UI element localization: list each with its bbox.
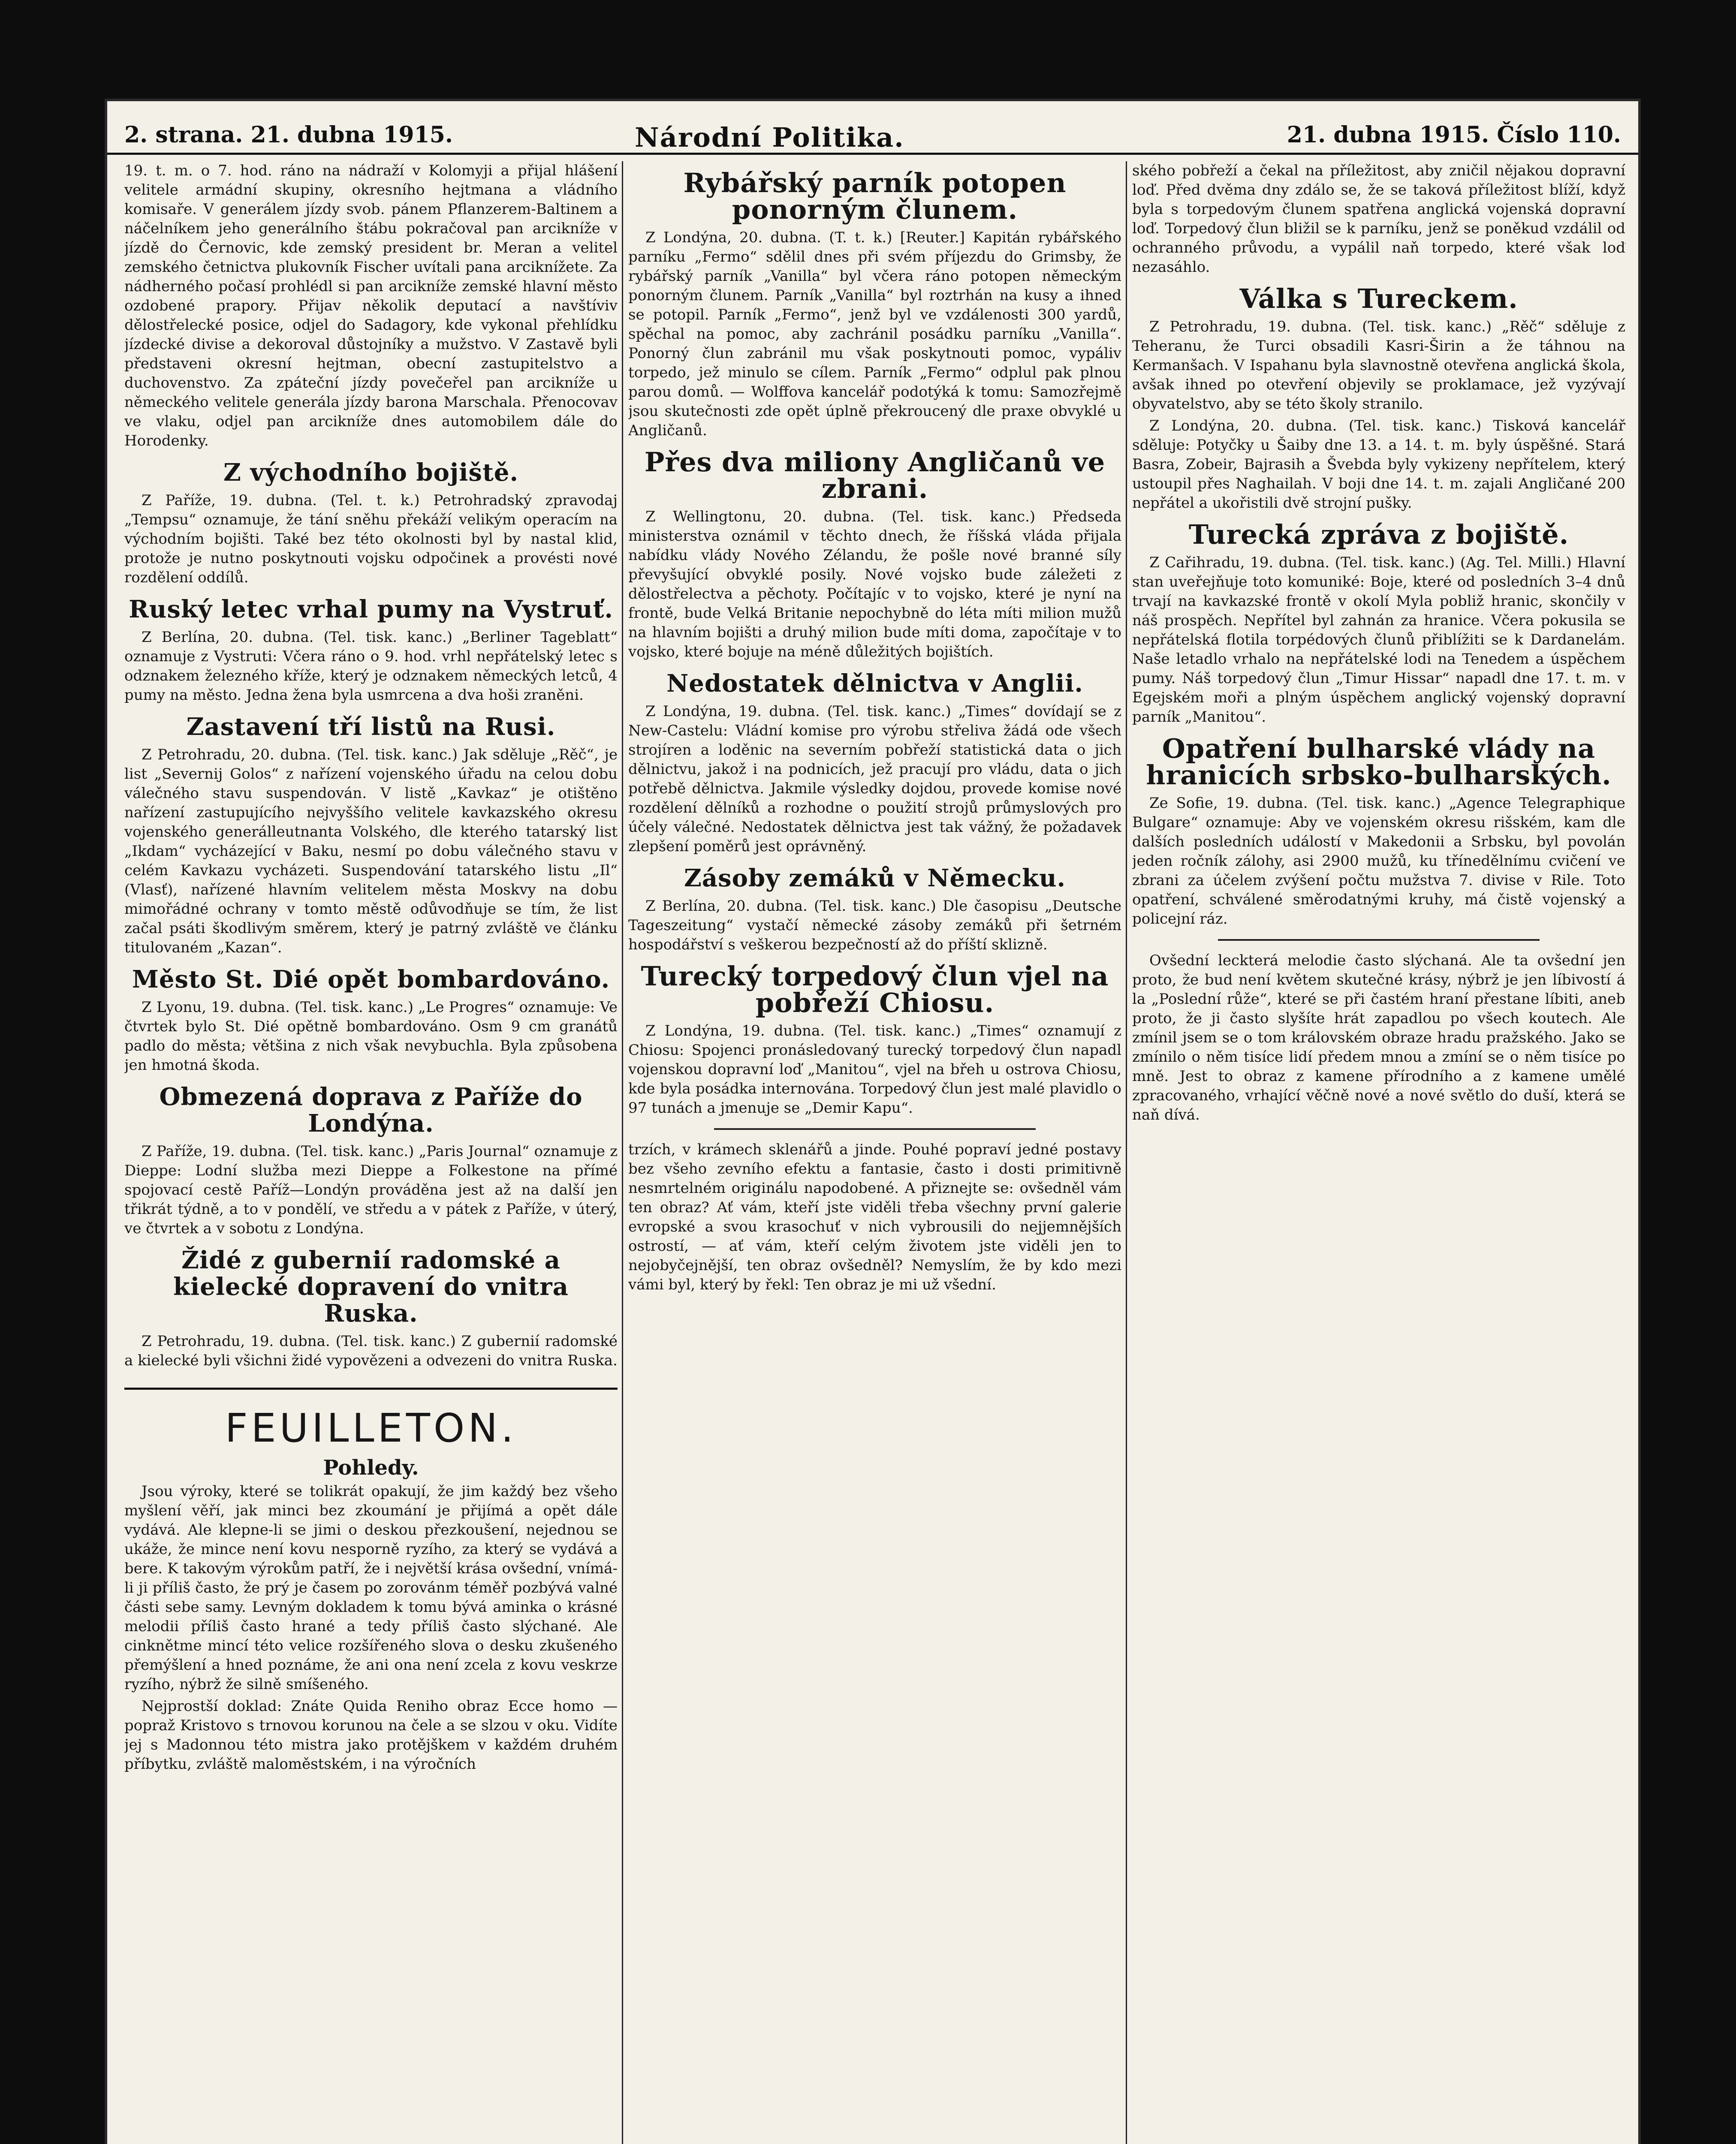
article-text: Z Londýna, 20. dubna. (T. t. k.) [Reuter.] Kapitán rybářského parníku „Fermo“ sdělil dnes při svém příjezdu do Grimsby, že rybářský parník „Vanilla“ byl včera ráno potopen německým ponorným člunem. Parník „Vanilla“ byl roztrhán na kusy a ihned se potopil. Parník „Fermo“, jenž byl ve vzdálenosti 300 yardů, spěchal na pomoc, aby zachránil posádku parníku „Vanilla“. Ponorný člun zabránil mu však poskytnouti pomoc, vypáliv torpedo, jež minulo se cílem. Parník „Fermo“ odplul pak plnou parou domů. — Wolffova kancelář podotýká k tomu: Samozřejmě jsou skutečnosti zde opět úplně překroucený dle praxe obvyklé u Angličanů. [628,229,1121,439]
article-text: Z Berlína, 20. dubna. (Tel. tisk. kanc.) Dle časopisu „Deutsche Tageszeitung“ vystačí německé zásoby zemáků při šetrném hospodářství s veškerou bezpečností až do příští sklizně. [628,897,1121,953]
article-text: Z Petrohradu, 19. dubna. (Tel. tisk. kanc.) „Rěč“ sděluje z Teheranu, že Turci obsadili Kasri-Širin a že táhnou na Kermanšach. V Ispahanu byla slavnostně otevřena anglická škola, avšak ihned po otevření objevily se proklamace, jež vyzývají obyvatelstvo, aby se této školy stranilo. [1132,318,1625,413]
article-text: Z Lyonu, 19. dubna. (Tel. tisk. kanc.) „Le Progres“ oznamuje: Ve čtvrtek bylo St. Dié opětně bombardováno. Osm 9 cm granátů padlo do města; většina z nich však nevybuchla. Byla způsobena jen hmotná škoda. [124,999,618,1074]
article-text: ského pobřeží a čekal na příležitost, aby zničil nějakou dopravní loď. Před dvěma dny zdálo se, že se taková příležitost blíží, když byla s torpedovým člunem spatřena anglická vojenská dopravní loď. Torpedový člun bližil se k parníku, jenž se poněkud vzdálil od ochranného průvodu, a vypálil naň torpedo, které však loď nezasáhlo. [1132,162,1625,276]
article-heading: Město St. Dié opět bombardováno. [132,965,610,994]
masthead-title: Národní Politika. [635,122,904,153]
article-text: Z Cařihradu, 19. dubna. (Tel. tisk. kanc.) (Ag. Tel. Milli.) Hlavní stan uveřejňuje toto komuniké: Boje, které od posledních 3–4 dnů trvají na kavkazské frontě v okolí Myla pobliž hranic, skončily v náš prospěch. Nepřítel byl zahnán za hranice. Včera pokusila se nepřátelská flotila torpédových člunů přiblížiti se k Dardanelám. Naše letadlo vrhalo na nepřátelské lodi na Tenedem a úspěchem pumy. Náš torpedový člun „Timur Hissar“ napadl dne 17. t. m. v Egejském moři a plným úspěchem anglický vojenský dopravní parník „Manitou“. [1132,554,1625,726]
article-text: 19. t. m. o 7. hod. ráno na nádraží v Kolomyji a přijal hlášení velitele armádní skupiny, okresního hejtmana a vládního komisaře. V generálem jízdy svob. pánem Pflanzerem-Baltinem a náčelníkem jeho generálního štábu pokračoval pan arcikníže v jízdě do Černovic, kde zemský president br. Meran a velitel zemského četnictva plukovník Fischer uvítali pana arciknížete. Za nádherného počasí prohlédl si pan arcikníže zemské hlavní město ozdobené prapory. Přijav několik deputací a navštíviv dělostřelecké posice, odjel do Sadagory, kde vykonal přehlídku jízdecké divise a dekoroval důstojníky a mužstvo. V Zastavě byli představeni okresní hejtman, obecní zastupitelstvo a duchovenstvo. Za zpáteční jízdy povečeřel pan arcikníže u německého velitele generála jízdy barona Marschala. Přenocovav ve vlaku, odjel pan arcikníže dnes automobilem dále do Horodenky. [124,162,618,449]
article-heading: Turecký torpedový člun vjel na pobřeží Chiosu. [641,961,1109,1018]
column-1 [124,161,618,2144]
article-heading: Zastavení tří listů na Rusi. [186,713,556,741]
article-text: trzích, v krámech sklenářů a jinde. Pouhé popraví jedné postavy bez všeho zevního efektu a fantasie, často i dosti primitivně nesmrtelném originálu napodobené. A přiznejte se: ovšedněl vám ten obraz? Ať vám, kteří jste viděli třeba všechny první galerie evropské a svou krasochuť v nich vybrousili do nejjemnějších ostrostí, — ať vám, kteří celým životem jste viděli jen to nejobyčejnější, ten obraz ovšedněl? Nemyslím, že by kdo mezi vámi byl, který by řekl: Ten obraz je mi už všední. [628,1141,1121,1293]
article-heading: Turecká zpráva z bojiště. [1188,519,1569,550]
page-header [107,101,1638,155]
article-text: Z Paříže, 19. dubna. (Tel. t. k.) Petrohradský zpravodaj „Tempsu“ oznamuje, že tání sněhu překáží velikým operacím na východním bojišti. Také bez této okolnosti byl by nastal klid, protože je nutno poskytnouti vojsku odpočinek a provésti nové rozdělení oddílů. [124,492,618,586]
article-heading: Opatření bulharské vlády na hranicích srbsko-bulharských. [1146,733,1612,791]
article-heading: Válka s Tureckem. [1239,283,1518,314]
article-heading: Rybářský parník potopen ponorným člunem. [683,167,1067,225]
header-date-right: 21. dubna 1915. Číslo 110. [1287,122,1621,148]
feuilleton-subtitle: Pohledy. [323,1456,419,1480]
article-text: Z Petrohradu, 19. dubna. (Tel. tisk. kanc.) Z gubernií radomské a kielecké byli všichni židé vypovězeni a odvezeni do vnitra Ruska. [124,1333,618,1369]
article-text: Z Wellingtonu, 20. dubna. (Tel. tisk. kanc.) Předseda ministerstva oznámil v těchto dnech, že říšská vláda přijala nabídku vlády Nového Zélandu, že pošle nové branné síly převyšující obvyklé posily. Nové vojsko bude záležeti z dělostřelectva a pěchoty. Počítajíc v to vojsko, které je nyní na frontě, bude Velká Britanie nepochybně do léta míti milion mužů na hlavním bojišti a druhý milion bude míti doma, započítaje v to vojsko, které bojuje na méně důležitých bojištích. [628,508,1121,660]
article-heading: Přes dva miliony Angličanů ve zbrani. [644,446,1106,504]
column-2 [628,161,1121,2144]
article-heading: Zásoby zemáků v Německu. [684,864,1066,892]
article-text: Z Berlína, 20. dubna. (Tel. tisk. kanc.) „Berliner Tageblatt“ oznamuje z Vystruti: Včera ráno o 9. hod. vrhl nepřátelský letec s odznakem železného kříže, který je odznakem německých letců, 4 pumy na město. Jedna žena byla usmrcena a dva hoši zraněni. [124,629,618,704]
article-text: Ze Sofie, 19. dubna. (Tel. tisk. kanc.) „Agence Telegraphique Bulgare“ oznamuje: Aby ve vojenském okresu rišském, kam dle dalších posledních událostí v Makedonii a Srbsku, byl povolán jeden ročník zálohy, asi 2900 mužů, ku třínedělnímu cvičení ve zbrani za účelem zvýšení počtu mužstva 7. divise v Rile. Toto opatření, schválené směrodatnými kruhy, má čistě vojenský a policejní ráz. [1132,795,1625,927]
article-text: Z Londýna, 19. dubna. (Tel. tisk. kanc.) „Times“ oznamují z Chiosu: Spojenci pronásledovaný turecký torpedový člun napadl vojenskou dopravní loď „Manitou“, vjel na břeh u ostrova Chiosu, kde byla posádka internována. Torpedový člun jest malé plavidlo o 97 tunách a jmenuje se „Demir Kapu“. [628,1022,1121,1117]
column-rule [1126,161,1127,2144]
article-heading: Ruský letec vrhal pumy na Vystruť. [129,595,613,623]
section-divider [714,1128,1036,1130]
feuilleton-title: FEUILLETON. [124,1388,618,1450]
article-text: Nejprostší doklad: Znáte Quida Reniho obraz Ecce homo — popraž Kristovo s trnovou korunou na čele a se slzou v oku. Vidíte jej s Madonnou této mistra jako protějškem v každém druhém příbytku, zvláště maloměstském, i na výročních [124,1698,618,1773]
article-heading: Obmezená doprava z Paříže do Londýna. [159,1083,583,1138]
section-divider [1218,939,1540,941]
article-text: Jsou výroky, které se tolikrát opakují, že jim každý bez všeho myšlení věří, jak minci bez zkoumání je přijímá a opět dále vydává. Ale klepne-li se jimi o deskou přezkoušení, nejednou se ukáže, že mince není kovu nesporně ryzího, za který se vydává a bere. K takovým výrokům patří, že i největší krása ovšední, vnímá-li ji příliš často, že prý je časem po zorovánm téměř pozbývá valné části sebe samy. Levným dokladem k tomu bývá aminka o krásné melodii příliš často hrané a tedy příliš často slýchané. Ale cinknětme mincí této velice rozšířeného slova o desku zkušeného přemýšlení a hned poznáme, že ani ona není zcela z kovu veskrze ryzího, nýbrž že silně smíšeného. [124,1483,618,1693]
article-text: Z Paříže, 19. dubna. (Tel. tisk. kanc.) „Paris Journal“ oznamuje z Dieppe: Lodní služba mezi Dieppe a Folkestone na přímé spojovací cestě Paříž—Londýn prováděna jest až na další jen třikrát týdně, a to v pondělí, ve středu a v pátek z Paříže, v úterý, ve čtvrtek a v sobotu z Londýna. [124,1143,618,1237]
column-3 [1132,161,1625,2144]
article-heading: Z východního bojiště. [223,458,518,487]
article-heading: Židé z gubernií radomské a kielecké dopravení do vnitra Ruska. [173,1246,569,1328]
newspaper-page [107,101,1638,2144]
article-text: Ovšední leckterá melodie často slýchaná. Ale ta ovšední jen proto, že bud není květem skutečné krásy, nýbrž je jen líbivostí á la „Poslední růže“, které se při častém hraní přestane líbiti, aneb proto, že ji často slyšíte hrát zapadlou po všech koutech. Ale zmínil jsem se o tom královském obraze hradu pražského. Jako se zmínilo o něm tisíce lidí předem mnou a zmíní se o něm tisíce po mně. Jest to obraz z kamene přírodního a z kamene umělé zpracovaného, vrhající věčně nové a nové světlo do duší, která se naň dívá. [1132,952,1625,1123]
article-heading: Nedostatek dělnictva v Anglii. [666,669,1083,698]
article-text: Z Londýna, 20. dubna. (Tel. tisk. kanc.) Tisková kancelář sděluje: Potyčky u Šaiby dne 13. a 14. t. m. byly úspěšné. Stará Basra, Zobeir, Bajrasih a Švebda byly vykizeny nepřítelem, který ustoupil přes Naghailah. V boji dne 14. t. m. zajali Angličané 200 nepřátel a ukořistili dvě strojní pušky. [1132,417,1625,512]
header-date-left: 2. strana. 21. dubna 1915. [124,122,453,148]
article-text: Z Londýna, 19. dubna. (Tel. tisk. kanc.) „Times“ dovídají se z New-Castelu: Vládní komise pro výrobu střeliva žádá ode všech strojíren a loděnic na severním pobřeží statistická data o jich dělnictvu, jakož i na podnicích, jež pracují pro vládu, data o jich potřebě dělnictva. Jakmile výsledky dojdou, provede komise nové rozdělení dělníků a rozhodne o použití strojů průmyslových pro účely válečné. Nedostatek dělnictva jest tak vážný, že požadavek zlepšení poměrů jest oprávněný. [628,703,1121,855]
article-text: Z Petrohradu, 20. dubna. (Tel. tisk. kanc.) Jak sděluje „Rěč“, je list „Severnij Golos“ z nařízení vojenského úřadu na celou dobu válečného stavu suspendován. V listě „Kavkaz“ je otištěno nařízení zastupujícího nejvyššího velitele kavkazského okresu vojenského generálleutnanta Volského, dle kterého tatarský list „Ikdam“ vycházející v Baku, nesmí po dobu válečného stavu v celém Kavkazu vycházeti. Suspendování tatarského listu „Il“ (Vlasť), nařízené hlavním velitelem města Moskvy na dobu mimořádné ochrany v tomto městě odůvodňuje se tím, že list začal psáti škodlivým směrem, který je patrný zvláště ve článku titulovaném „Kazan“. [124,746,618,956]
column-rule [622,161,623,2144]
